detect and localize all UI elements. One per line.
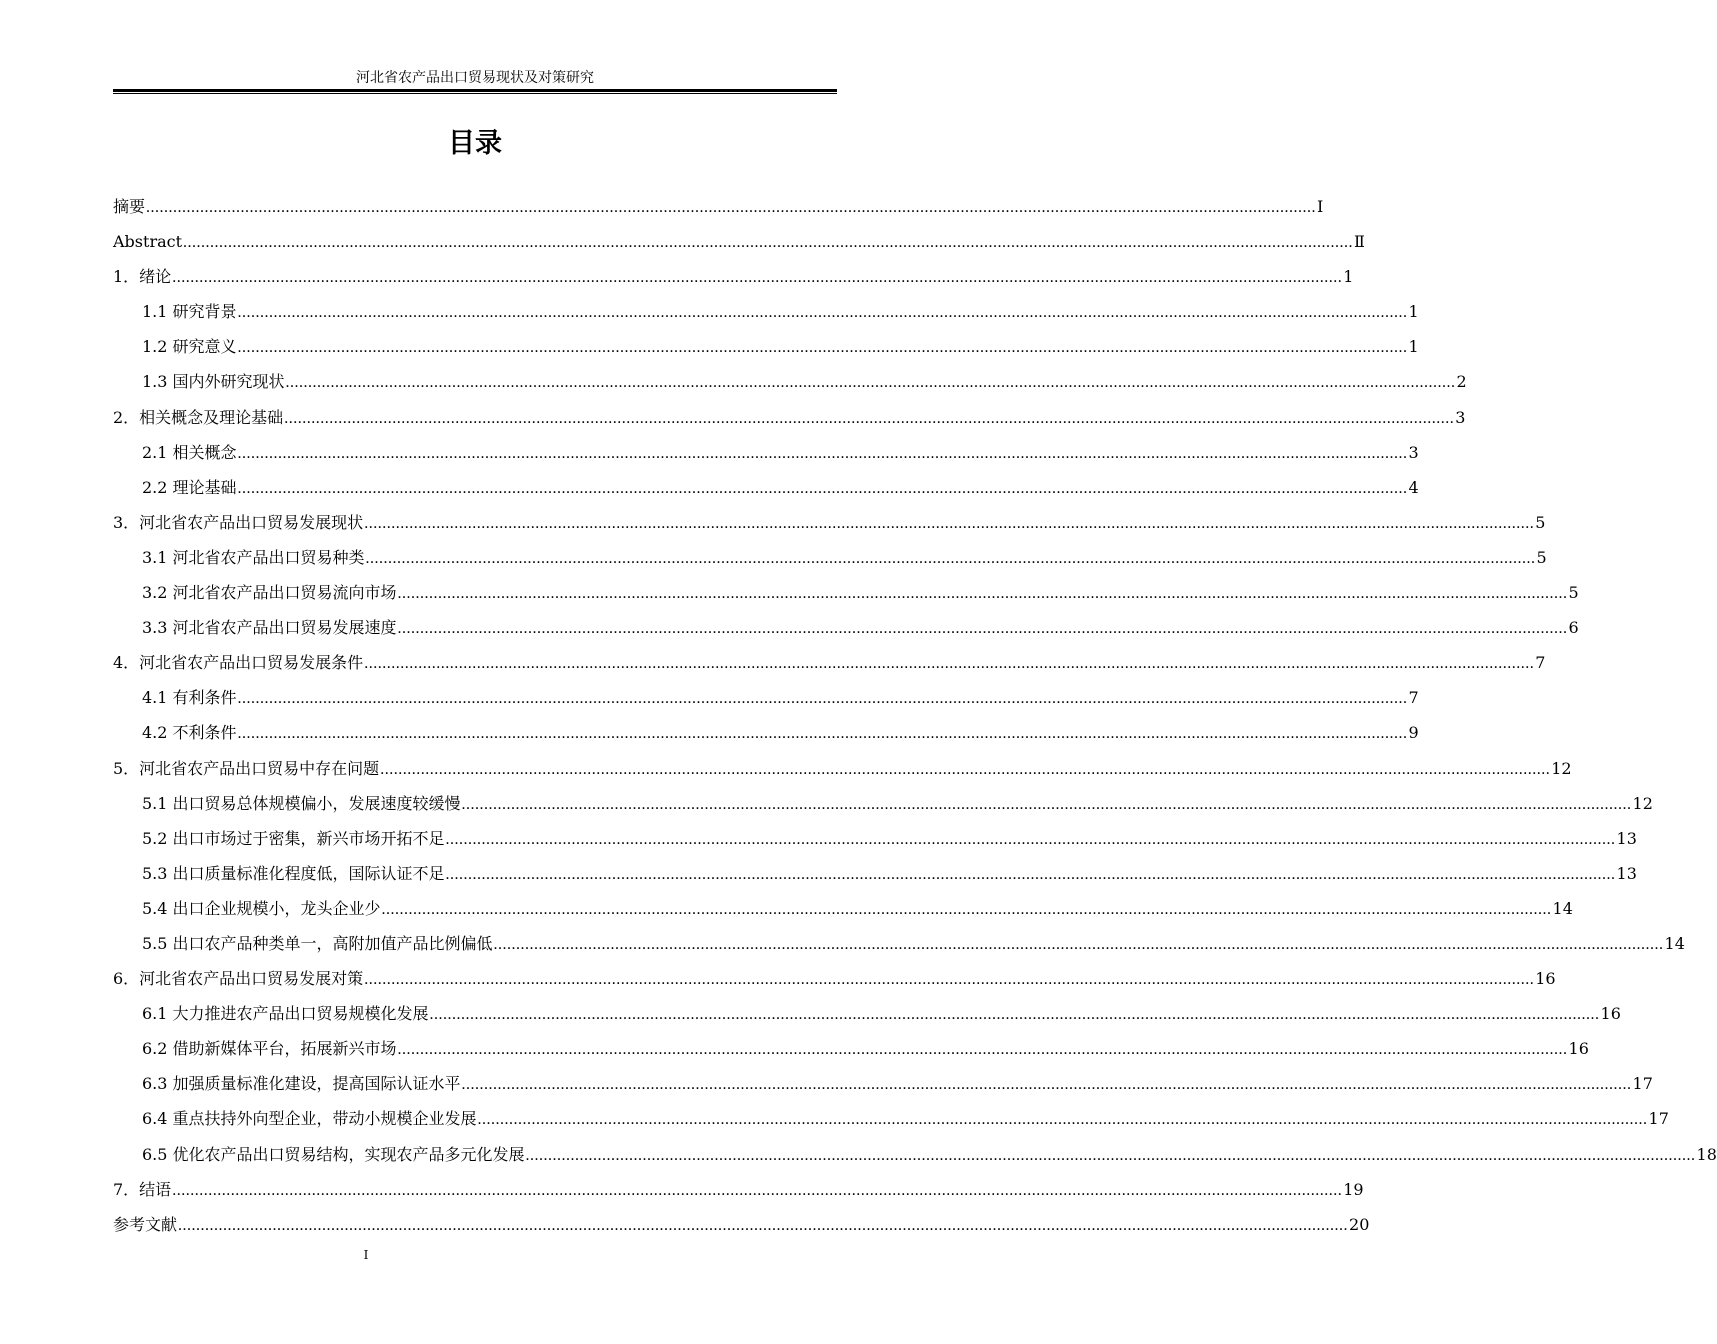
toc-entry-label: 3．河北省农产品出口贸易发展现状 bbox=[113, 512, 364, 532]
toc-dot-leader: .................................................................................................................................................................................................................................................................... bbox=[178, 1216, 1349, 1234]
toc-dot-leader: .................................................................................................................................................................................................................................................................... bbox=[364, 514, 1535, 532]
toc-entry-page: 3 bbox=[1408, 442, 1419, 462]
toc-title: 目录 bbox=[448, 128, 502, 159]
toc-entry-label: 5.3 出口质量标准化程度低，国际认证不足 bbox=[142, 863, 445, 883]
toc-entry-label: 6.3 加强质量标准化建设，提高国际认证水平 bbox=[142, 1074, 461, 1094]
toc-dot-leader: .................................................................................................................................................................................................................................................................... bbox=[237, 725, 1408, 743]
toc-entry-label: Abstract bbox=[113, 232, 183, 252]
toc-dot-leader: .................................................................................................................................................................................................................................................................... bbox=[429, 1006, 1600, 1024]
toc-entry-page: 19 bbox=[1343, 1179, 1364, 1199]
toc-entry[interactable] bbox=[113, 961, 1556, 996]
toc-entry[interactable] bbox=[113, 540, 1547, 575]
toc-entry[interactable] bbox=[113, 1172, 1364, 1207]
toc-entry[interactable] bbox=[113, 575, 1579, 610]
toc-entry-page: 16 bbox=[1600, 1004, 1621, 1024]
toc-dot-leader: .................................................................................................................................................................................................................................................................... bbox=[237, 339, 1408, 357]
toc-dot-leader: .................................................................................................................................................................................................................................................................... bbox=[380, 760, 1551, 778]
toc-entry[interactable] bbox=[113, 1031, 1589, 1066]
toc-entry-page: 5 bbox=[1568, 583, 1579, 603]
toc-entry-label: 1.1 研究背景 bbox=[142, 302, 237, 322]
toc-entry-label: 4.2 不利条件 bbox=[142, 723, 237, 743]
toc-entry-page: 4 bbox=[1408, 477, 1419, 497]
toc-entry-label: 摘要 bbox=[113, 197, 146, 216]
toc-entry-page: 3 bbox=[1455, 407, 1466, 427]
toc-entry[interactable] bbox=[113, 610, 1579, 645]
toc-dot-leader: .................................................................................................................................................................................................................................................................... bbox=[237, 479, 1408, 497]
toc-entry[interactable] bbox=[113, 1137, 1717, 1172]
header-rule bbox=[113, 89, 837, 94]
toc-entry[interactable] bbox=[113, 996, 1621, 1031]
toc-entry-page: 14 bbox=[1664, 933, 1685, 953]
toc-entry-page: Ⅱ bbox=[1354, 232, 1365, 252]
toc-entry[interactable] bbox=[113, 1101, 1669, 1136]
toc-dot-leader: .................................................................................................................................................................................................................................................................... bbox=[461, 1076, 1632, 1094]
toc-entry-label: 4.1 有利条件 bbox=[142, 688, 237, 708]
toc-entry-page: 2 bbox=[1456, 372, 1467, 392]
toc-entry-label: 3.2 河北省农产品出口贸易流向市场 bbox=[142, 583, 397, 603]
toc-entry[interactable] bbox=[113, 364, 1467, 399]
toc-entry-label: 6.2 借助新媒体平台，拓展新兴市场 bbox=[142, 1039, 397, 1059]
toc-entry-page: 13 bbox=[1616, 828, 1637, 848]
toc-entry[interactable] bbox=[113, 329, 1419, 364]
toc-entry-page: 12 bbox=[1632, 793, 1653, 813]
toc-dot-leader: .................................................................................................................................................................................................................................................................... bbox=[365, 549, 1536, 567]
toc-entry-page: 5 bbox=[1535, 512, 1546, 532]
toc-entry-page: 16 bbox=[1535, 969, 1556, 989]
toc-entry[interactable] bbox=[113, 680, 1419, 715]
toc-entry-page: 1 bbox=[1343, 267, 1354, 287]
toc-entry[interactable] bbox=[113, 435, 1419, 470]
toc-dot-leader: .................................................................................................................................................................................................................................................................... bbox=[364, 655, 1535, 673]
toc-dot-leader: .................................................................................................................................................................................................................................................................... bbox=[461, 795, 1632, 813]
toc-dot-leader: .................................................................................................................................................................................................................................................................... bbox=[237, 690, 1408, 708]
toc-entry[interactable] bbox=[113, 751, 1572, 786]
toc-entry-page: 6 bbox=[1568, 618, 1579, 638]
toc-dot-leader: .................................................................................................................................................................................................................................................................... bbox=[397, 585, 1568, 603]
toc-entry[interactable] bbox=[113, 189, 1324, 224]
toc-entry-label: 4．河北省农产品出口贸易发展条件 bbox=[113, 653, 364, 673]
toc-dot-leader: .................................................................................................................................................................................................................................................................... bbox=[172, 269, 1343, 287]
toc-dot-leader: .................................................................................................................................................................................................................................................................... bbox=[285, 374, 1456, 392]
toc-entry[interactable] bbox=[113, 1066, 1653, 1101]
toc-dot-leader: .................................................................................................................................................................................................................................................................... bbox=[381, 900, 1552, 918]
toc-entry-page: 16 bbox=[1568, 1039, 1589, 1059]
toc-dot-leader: .................................................................................................................................................................................................................................................................... bbox=[477, 1111, 1648, 1129]
toc-entry-page: 14 bbox=[1552, 898, 1573, 918]
toc-entry-label: 6.5 优化农产品出口贸易结构，实现农产品多元化发展 bbox=[142, 1144, 525, 1164]
toc-dot-leader: .................................................................................................................................................................................................................................................................... bbox=[284, 409, 1455, 427]
toc-entry-page: 1 bbox=[1408, 337, 1419, 357]
toc-dot-leader: .................................................................................................................................................................................................................................................................... bbox=[237, 304, 1408, 322]
toc-entry-label: 5.2 出口市场过于密集，新兴市场开拓不足 bbox=[142, 828, 445, 848]
toc-dot-leader: .................................................................................................................................................................................................................................................................... bbox=[397, 1041, 1568, 1059]
toc-entry-label: 5.1 出口贸易总体规模偏小，发展速度较缓慢 bbox=[142, 793, 461, 813]
toc-entry-page: 5 bbox=[1536, 547, 1547, 567]
toc-entry-page: 12 bbox=[1551, 758, 1572, 778]
toc-entry[interactable] bbox=[113, 856, 1637, 891]
toc-dot-leader: .................................................................................................................................................................................................................................................................... bbox=[146, 199, 1317, 216]
toc-entry-label: 6．河北省农产品出口贸易发展对策 bbox=[113, 969, 364, 989]
toc-entry[interactable] bbox=[113, 294, 1419, 329]
toc-entry-page: 13 bbox=[1616, 863, 1637, 883]
toc-entry[interactable] bbox=[113, 715, 1419, 750]
toc-entry-label: 6.4 重点扶持外向型企业，带动小规模企业发展 bbox=[142, 1109, 477, 1129]
toc-dot-leader: .................................................................................................................................................................................................................................................................... bbox=[493, 935, 1664, 953]
toc-entry-page: 7 bbox=[1535, 653, 1546, 673]
toc-entry-label: 5.5 出口农产品种类单一，高附加值产品比例偏低 bbox=[142, 933, 493, 953]
toc-entry-page: 17 bbox=[1648, 1109, 1669, 1129]
toc-entry-label: 6.1 大力推进农产品出口贸易规模化发展 bbox=[142, 1004, 429, 1024]
toc-dot-leader: .................................................................................................................................................................................................................................................................... bbox=[364, 971, 1535, 989]
toc-entry-label: 2.1 相关概念 bbox=[142, 442, 237, 462]
toc-entry-page: 18 bbox=[1696, 1144, 1717, 1164]
toc-entry-label: 参考文献 bbox=[113, 1214, 178, 1234]
toc-dot-leader: .................................................................................................................................................................................................................................................................... bbox=[183, 234, 1354, 252]
toc-entry-page: 1 bbox=[1408, 302, 1419, 322]
toc-entry[interactable] bbox=[113, 470, 1419, 505]
toc-entry[interactable] bbox=[113, 786, 1653, 821]
toc-entry-label: 1．绪论 bbox=[113, 267, 172, 287]
toc-entry-label: 3.3 河北省农产品出口贸易发展速度 bbox=[142, 618, 397, 638]
toc-entry[interactable] bbox=[113, 891, 1573, 926]
toc-dot-leader: .................................................................................................................................................................................................................................................................... bbox=[397, 620, 1568, 638]
running-header: 河北省农产品出口贸易现状及对策研究 bbox=[356, 70, 594, 86]
toc-entry-label: 2.2 理论基础 bbox=[142, 477, 237, 497]
page-number: I bbox=[363, 1248, 369, 1262]
toc-entry[interactable] bbox=[113, 505, 1546, 540]
toc-entry-label: 1.3 国内外研究现状 bbox=[142, 372, 285, 392]
toc-entry[interactable] bbox=[113, 259, 1354, 294]
toc-entry-page: 7 bbox=[1408, 688, 1419, 708]
toc-entry-label: 2．相关概念及理论基础 bbox=[113, 407, 284, 427]
toc-entry-page: I bbox=[1317, 197, 1324, 216]
toc-dot-leader: .................................................................................................................................................................................................................................................................... bbox=[237, 444, 1408, 462]
toc-entry[interactable] bbox=[113, 224, 1365, 259]
toc-dot-leader: .................................................................................................................................................................................................................................................................... bbox=[172, 1181, 1343, 1199]
toc-entry-label: 3.1 河北省农产品出口贸易种类 bbox=[142, 547, 365, 567]
toc-entry-label: 5．河北省农产品出口贸易中存在问题 bbox=[113, 758, 380, 778]
toc-entry[interactable] bbox=[113, 645, 1546, 680]
toc-entry-page: 20 bbox=[1349, 1214, 1370, 1234]
toc-entry-page: 17 bbox=[1632, 1074, 1653, 1094]
toc-entry-label: 5.4 出口企业规模小，龙头企业少 bbox=[142, 898, 381, 918]
toc-entry[interactable] bbox=[113, 1207, 1370, 1242]
toc-entry[interactable] bbox=[113, 821, 1637, 856]
toc-entry-label: 1.2 研究意义 bbox=[142, 337, 237, 357]
toc-entry[interactable] bbox=[113, 926, 1685, 961]
toc-entry[interactable] bbox=[113, 400, 1466, 435]
toc-dot-leader: .................................................................................................................................................................................................................................................................... bbox=[445, 830, 1616, 848]
toc-entry-page: 9 bbox=[1408, 723, 1419, 743]
toc-dot-leader: .................................................................................................................................................................................................................................................................... bbox=[525, 1146, 1696, 1164]
toc-list bbox=[113, 189, 1717, 1242]
toc-dot-leader: .................................................................................................................................................................................................................................................................... bbox=[445, 865, 1616, 883]
toc-entry-label: 7．结语 bbox=[113, 1179, 172, 1199]
